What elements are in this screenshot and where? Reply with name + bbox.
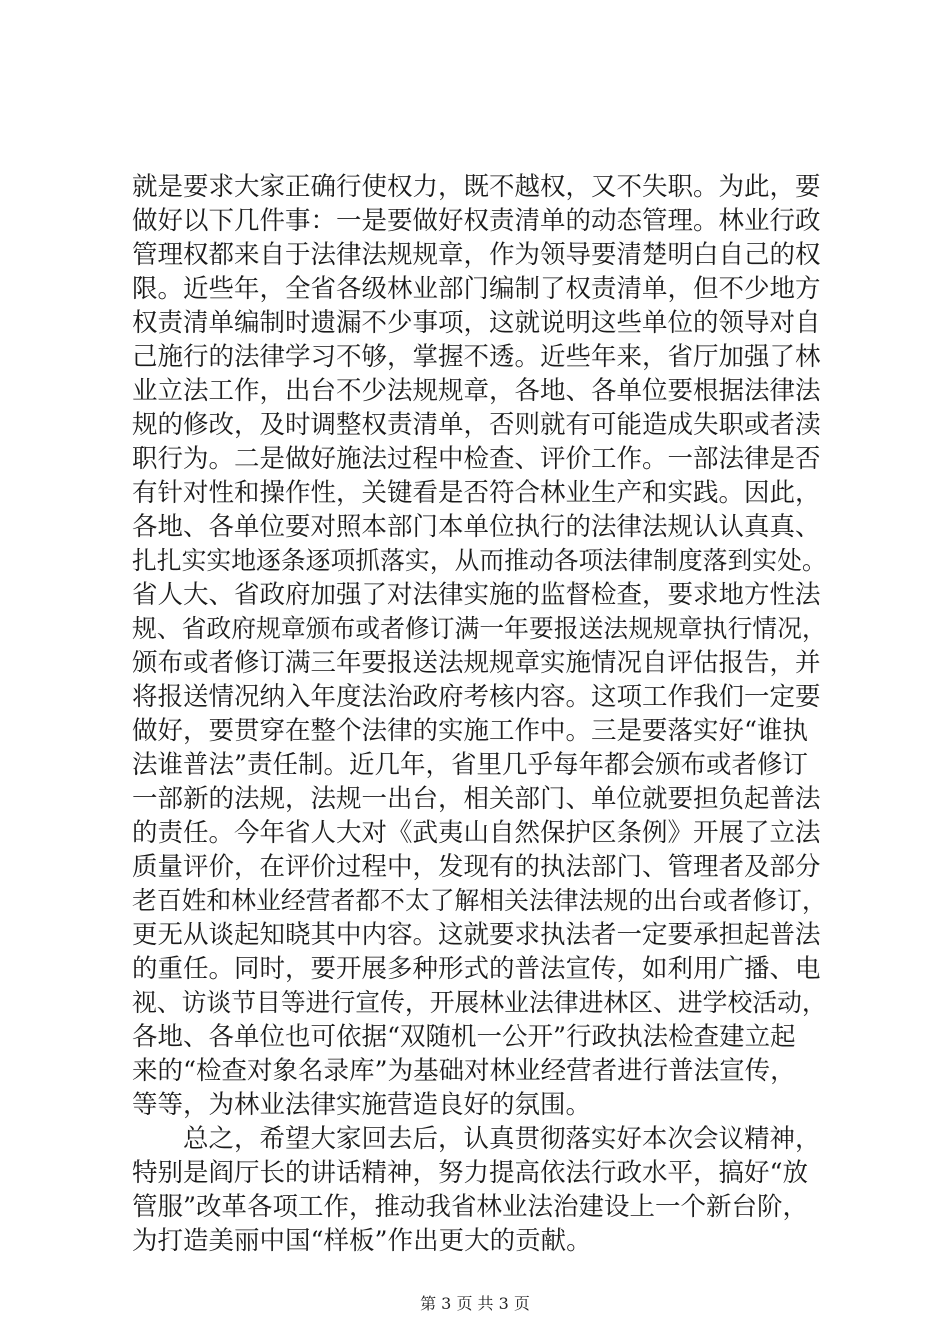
text-line: 为打造美丽中国“样板”作出更大的贡献。 <box>132 1226 592 1256</box>
text-line: 将报送情况纳入年度法治政府考核内容。这项工作我们一定要 <box>132 682 821 712</box>
text-line: 法谁普法”责任制。近几年，省里几乎每年都会颁布或者修订 <box>132 750 809 780</box>
body-text <box>132 170 832 1258</box>
text-line: 职行为。二是做好施法过程中检查、评价工作。一部法律是否 <box>132 444 821 474</box>
text-line: 一部新的法规，法规一出台，相关部门、单位就要担负起普法 <box>132 784 821 814</box>
text-line: 视、访谈节目等进行宣传，开展林业法律进林区、进学校活动， <box>132 988 827 1017</box>
text-line: 做好以下几件事：一是要做好权责清单的动态管理。林业行政 <box>132 206 821 236</box>
text-line: 的责任。今年省人大对《武夷山自然保护区条例》开展了立法 <box>132 818 821 848</box>
text-line: 质量评价，在评价过程中，发现有的执法部门、管理者及部分 <box>132 852 821 882</box>
text-line: 更无从谈起知晓其中内容。这就要求执法者一定要承担起普法 <box>132 920 821 950</box>
text-line: 各地、各单位要对照本部门本单位执行的法律法规认认真真、 <box>132 512 821 542</box>
text-line: 省人大、省政府加强了对法律实施的监督检查，要求地方性法 <box>132 580 821 610</box>
text-line: 的重任。同时，要开展多种形式的普法宣传，如利用广播、电 <box>132 954 821 984</box>
text-line: 老百姓和林业经营者都不太了解相关法律法规的出台或者修订， <box>132 886 827 915</box>
text-line: 限。近些年，全省各级林业部门编制了权责清单，但不少地方 <box>132 274 821 304</box>
text-line: 业立法工作，出台不少法规规章，各地、各单位要根据法律法 <box>132 376 821 406</box>
text-line: 权责清单编制时遗漏不少事项，这就说明这些单位的领导对自 <box>132 308 821 338</box>
text-line: 管理权都来自于法律法规规章，作为领导要清楚明白自己的权 <box>132 240 821 270</box>
page-number-footer: 第 3 页 共 3 页 <box>420 1294 530 1313</box>
text-line: 各地、各单位也可依据“双随机一公开”行政执法检查建立起 <box>132 1022 796 1052</box>
text-line: 特别是阎厅长的讲话精神，努力提高依法行政水平，搞好“放 <box>132 1158 809 1188</box>
text-line: 就是要求大家正确行使权力，既不越权，又不失职。为此，要 <box>132 172 821 202</box>
text-line: 有针对性和操作性，关键看是否符合林业生产和实践。因此， <box>132 478 821 508</box>
text-line: 颁布或者修订满三年要报送法规规章实施情况自评估报告，并 <box>132 648 821 678</box>
text-line: 来的“检查对象名录库”为基础对林业经营者进行普法宣传， <box>132 1056 796 1086</box>
text-line: 等等，为林业法律实施营造良好的氛围。 <box>132 1090 592 1120</box>
text-line: 规、省政府规章颁布或者修订满一年要报送法规规章执行情况， <box>132 614 827 643</box>
text-line: 己施行的法律学习不够，掌握不透。近些年来，省厅加强了林 <box>132 342 821 372</box>
text-line: 管服”改革各项工作，推动我省林业法治建设上一个新台阶， <box>132 1192 809 1222</box>
text-line: 规的修改，及时调整权责清单，否则就有可能造成失职或者渎 <box>132 410 821 440</box>
text-line: 扎扎实实地逐条逐项抓落实，从而推动各项法律制度落到实处。 <box>132 546 827 575</box>
text-line: 总之，希望大家回去后，认真贯彻落实好本次会议精神， <box>183 1124 821 1154</box>
text-line: 做好，要贯穿在整个法律的实施工作中。三是要落实好“谁执 <box>132 716 809 746</box>
